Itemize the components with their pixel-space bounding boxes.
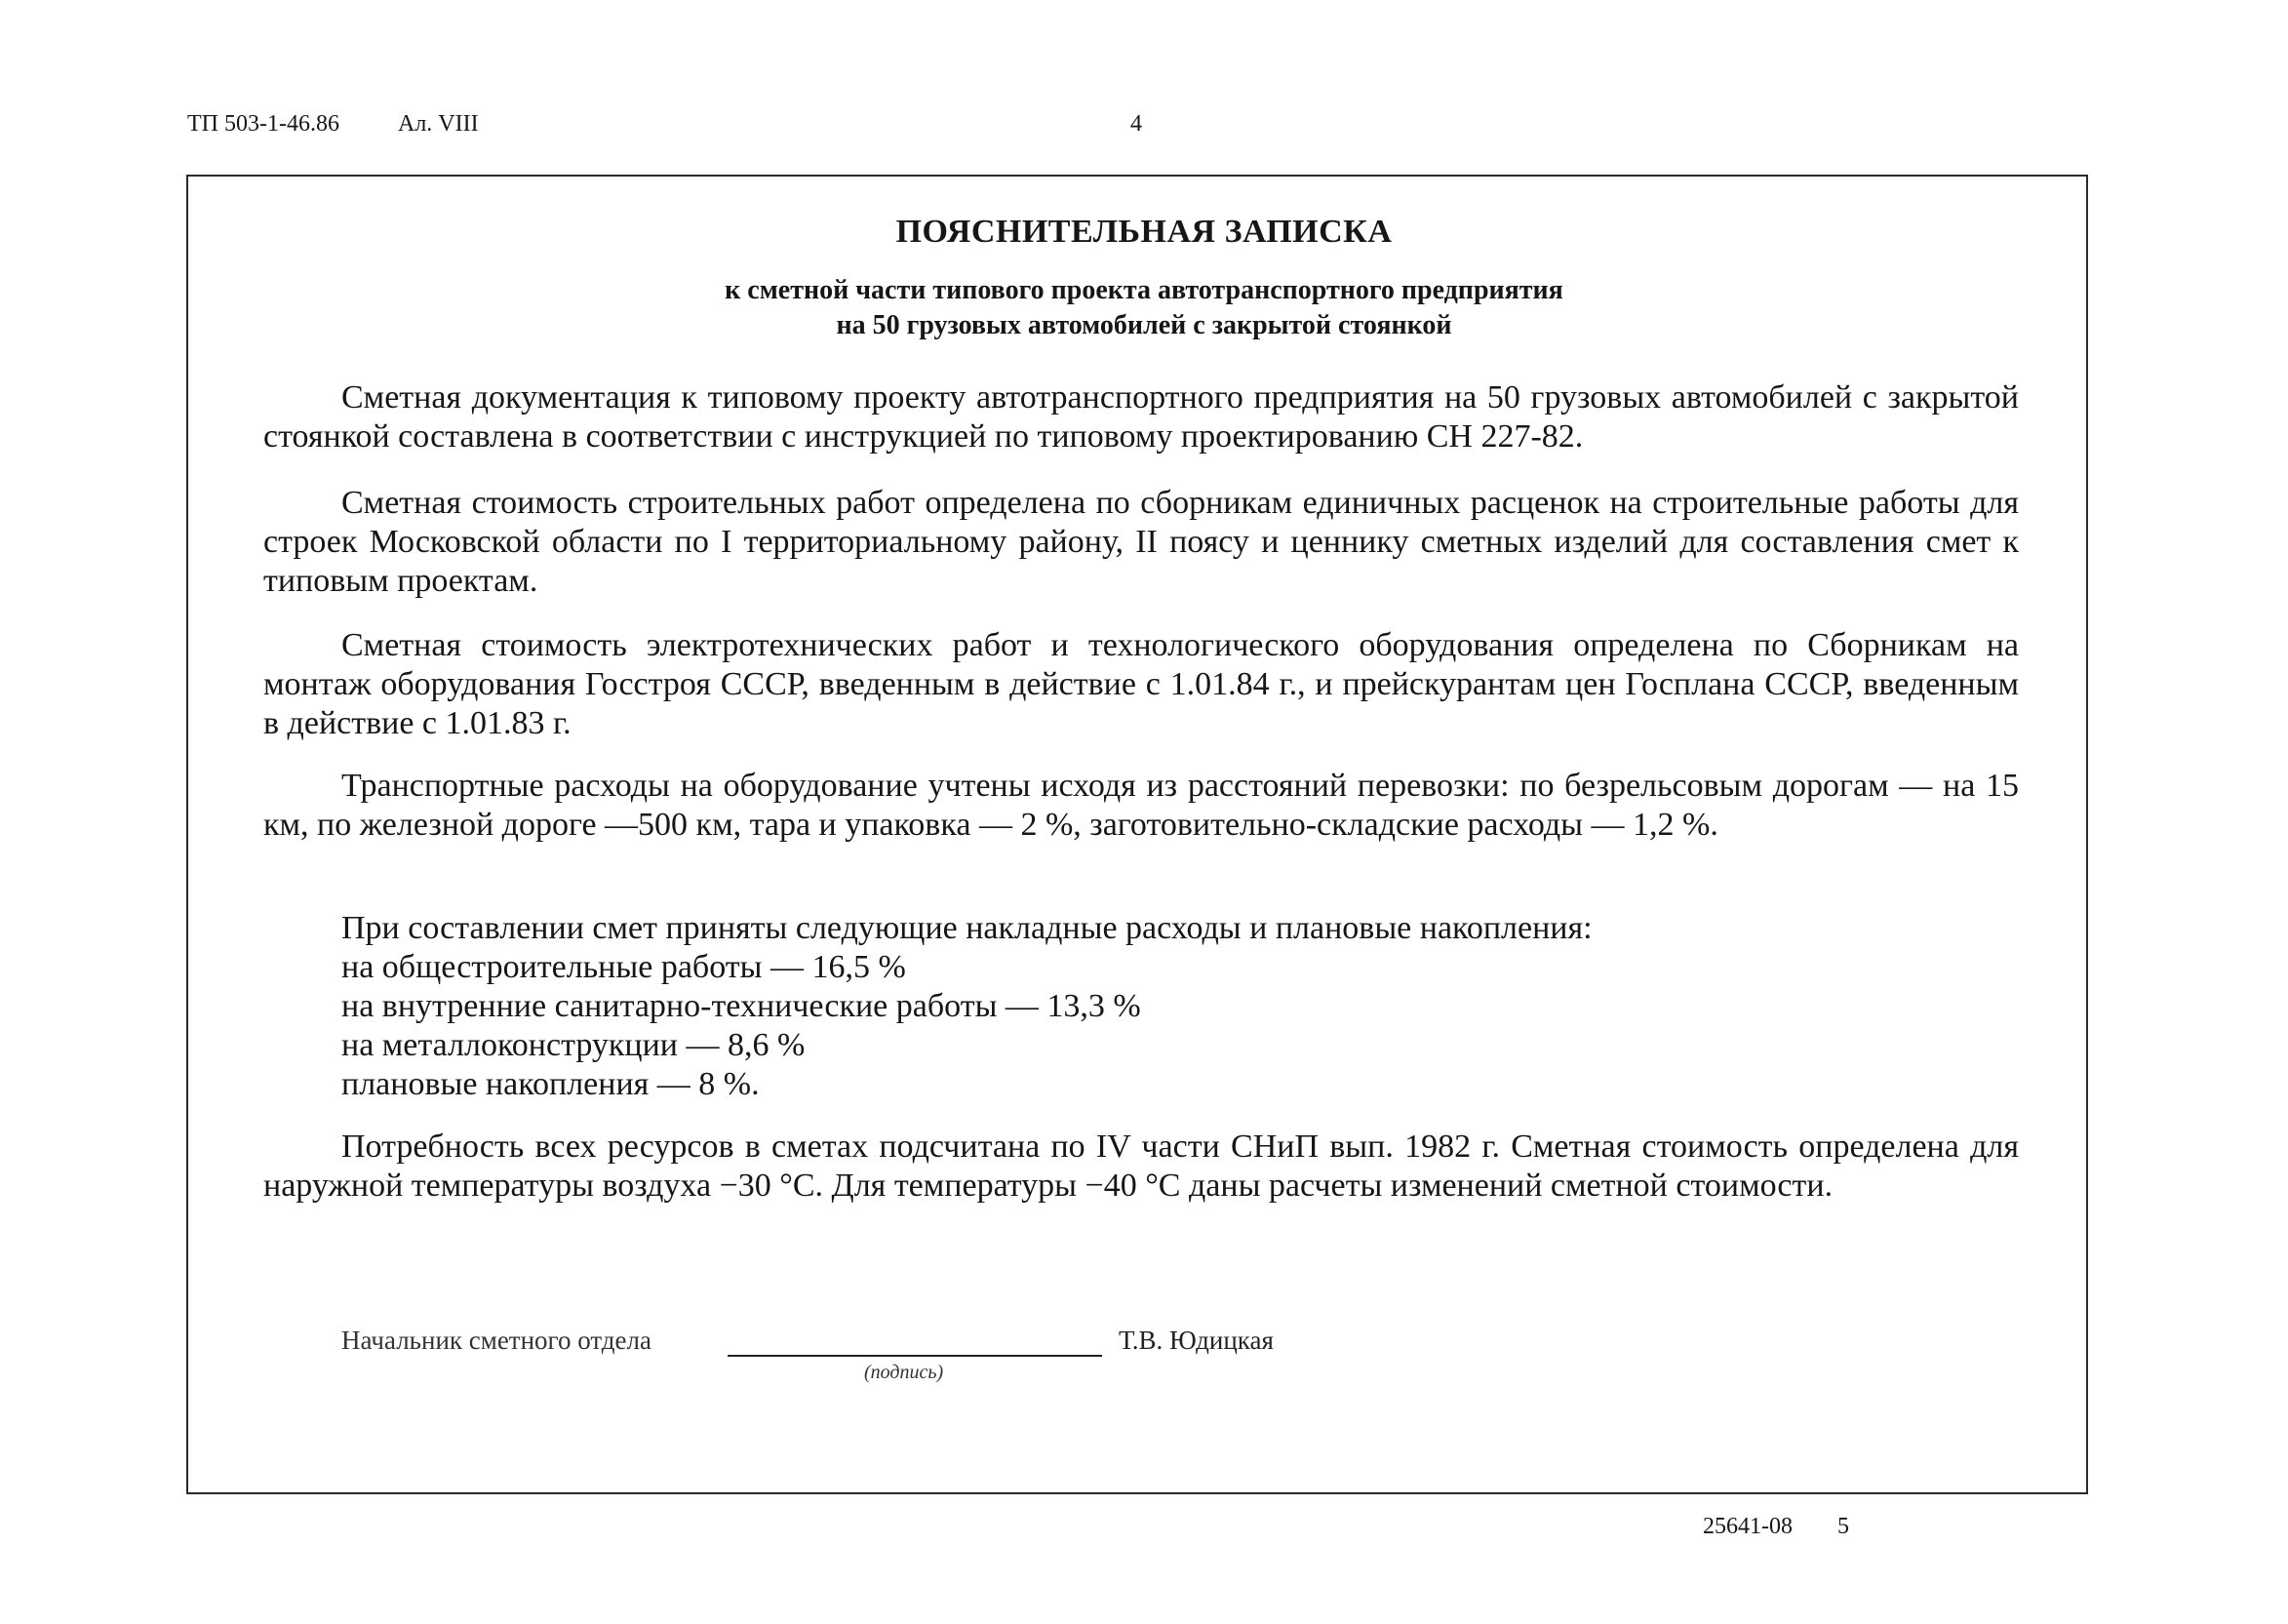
paragraph-transport-cost [263,767,2019,845]
paragraph-text: Транспортные расходы на оборудование учтены исходя из расстояний перевозки: по безрельсовым дорогам — на 15 км, по железной дороге —500 км, тара и упаковка — 2 %, заготовительно-складские расходы — 1,2 %. [263,768,2019,843]
paragraph-text: Потребность всех ресурсов в сметах подсчитана по IV части СНиП вып. 1982 г. Сметная стоимость определена для наружной температуры воздуха −30 °С. Для температуры −40 °С даны расчеты изменений сметной стоимости. [263,1129,2019,1204]
paragraph-resources [263,1128,2019,1206]
document-subtitle-line1: к сметной части типового проекта автотранспортного предприятия [725,275,1563,305]
paragraph-electrical-cost [263,626,2019,743]
header-project-code: ТП 503-1-46.86 [187,111,339,137]
document-subtitle-line2: на 50 грузовых автомобилей с закрытой стоянкой [836,310,1452,340]
header-page-number: 4 [1130,111,1142,137]
rates-intro: При составлении смет приняты следующие накладные расходы и плановые накопления: [341,910,1593,946]
rate-item: на металлоконструкции — 8,6 % [341,1027,806,1063]
paragraph-text: Сметная документация к типовому проекту автотранспортного предприятия на 50 грузовых автомобилей с закрытой стоянкой составлена в соответствии с инструкцией по типовому проектированию СН 227-82. [263,379,2019,455]
paragraph-text: Сметная стоимость электротехнических работ и технологического оборудования определена по Сборникам на монтаж оборудования Госстроя СССР, введенным в действие с 1.01.84 г., и прейскурантам цен Госплана СССР, введенным в действие с 1.01.83 г. [263,627,2019,741]
rate-item: плановые накопления — 8 %. [341,1066,760,1102]
footer-doc-code: 25641-08 [1703,1514,1793,1539]
rate-item: на внутренние санитарно-технические работы — 13,3 % [341,988,1141,1024]
paragraph-text: Сметная стоимость строительных работ определена по сборникам единичных расценок на строительные работы для строек Московской области по I территориальному району, II поясу и ценнику сметных изделий для составления смет к типовым проектам. [263,485,2019,599]
document-title: ПОЯСНИТЕЛЬНАЯ ЗАПИСКА [895,214,1393,250]
rates-block [341,909,1593,1104]
footer-sheet-number: 5 [1837,1514,1849,1539]
rate-item: на общестроительные работы — 16,5 % [341,949,906,985]
signature-line [728,1355,1102,1357]
signature-name: Т.В. Юдицкая [1119,1326,1274,1355]
header-album: Ал. VIII [398,111,479,137]
paragraph-construction-cost [263,484,2019,601]
signature-position: Начальник сметного отдела [341,1326,651,1355]
signature-caption: (подпись) [864,1362,944,1383]
paragraph-documentation [263,378,2019,456]
